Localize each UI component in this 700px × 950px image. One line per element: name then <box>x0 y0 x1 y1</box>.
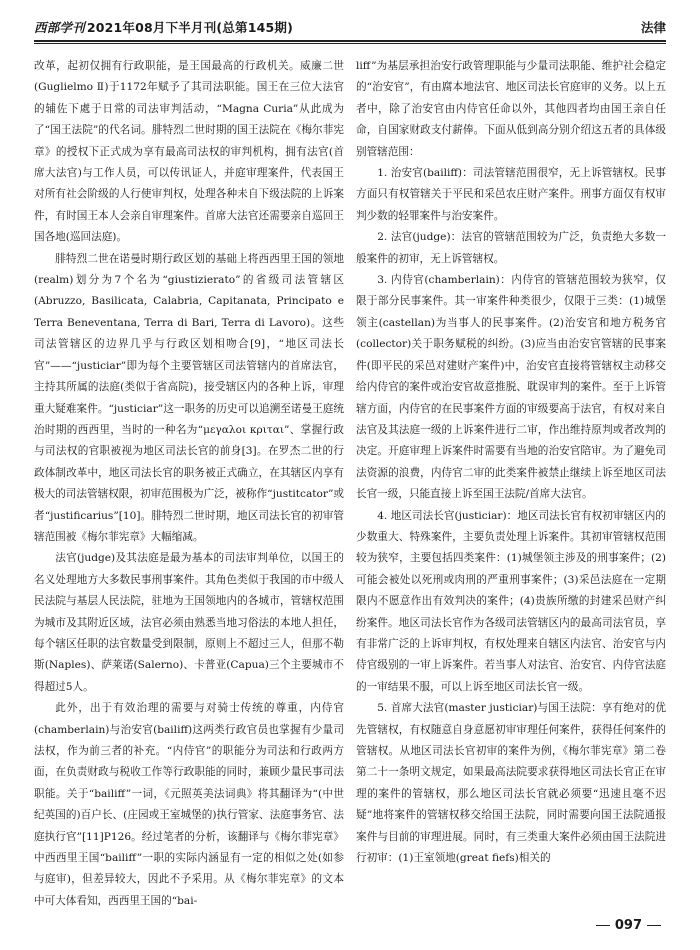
page-number: 097 <box>614 918 642 933</box>
paragraph: 3. 内侍官(chamberlain)：内侍官的管辖范围较为狭窄，仅限于部分民事案件。其一审案件种类很少，仅限于三类：(1)城堡领主(castellan)为当事人的民事案件。(2)治安官和地方税务官(collector)关于职务赋税的纠纷。(3)应当由治安官管辖的民事案件(即平民的采邑对建财产案件)中，治安官直接将管辖权主动移交给内侍官的案件或治安官故意推脱、耽误审判的案件。至于上诉管辖方面，内侍官的在民事案件方面的审级要高于法官，有权对来自法官及其法庭一级的上诉案件进行二审，作出维持原判或者改判的决定。开庭审理上诉案件时需要有当地的治安官陪审。为了避免司法资源的浪费，内侍官二审的此类案件被禁止继续上诉至地区司法长官一级，只能直接上诉至国王法院/首席大法官。 <box>356 274 666 501</box>
paragraph: 法官(judge)及其法庭是最为基本的司法审判单位，以国王的名义处理地方大多数民事刑事案件。其角色类似于我国的市中级人民法院与基层人民法院，驻地为王国领地内的各城市，管辖权范围为城市及其附近区域，法官必须由熟悉当地习俗法的本地人担任，每个辖区任职的法官数量受到限制，原则上不超过三人，但那不勒斯(Naples)、萨莱诺(Salerno)、卡普亚(Capua)三个主要城市不得超过5人。 <box>34 552 344 693</box>
paragraph: 4. 地区司法长官(justiciar)：地区司法长官有权初审辖区内的少数重大、特殊案件，主要负责处理上诉案件。其初审管辖权范围较为狭窄，主要包括四类案件：(1)城堡领主涉及的刑事案件；(2)可能会被处以死刑或肉刑的严重刑事案件；(3)采邑法庭在一定期限内不愿意作出有效判决的案件；(4)贵族所缴的封建采邑财产纠纷案件。地区司法长官作为各级司法管辖区内的最高司法官员，享有非常广泛的上诉审判权，有权处理来自辖区内法官、治安官与内侍官级别的一审上诉案件。若当事人对法官、治安官、内侍官法庭的一审结果不服，可以上诉至地区司法长官一级。 <box>356 509 666 693</box>
paragraph: 此外，出于有效治理的需要与对骑士传统的尊重，内侍官(chamberlain)与治安官(bailiff)这两类行政官员也掌握有少量司法权，作为前三者的补充。“内侍官”的职能分为司法和行政两方面，在负责财政与税收工作等行政职能的同时，兼顾少量民事司法职能。关于“bailiff”一词，《元照英美法词典》将其翻译为“(中世纪英国的)百户长、(庄园或王室城堡的)执行管家、法庭事务官、法庭执行官”[11]P126。经过笔者的分析，该翻译与《梅尔菲宪章》中西西里王国“bailiff”一职的实际内涵显有一定的相似之处(如参与庭审)，但差异较大，因此不予采用。从《梅尔菲宪章》的文本中可大体看知，西西里王国的“bai- <box>34 702 344 906</box>
footer-dash-right <box>647 925 661 926</box>
page-footer <box>591 918 666 933</box>
paragraph: 改革，起初仅拥有行政职能，是王国最高的行政机关。威廉二世(Guglielmo Ⅱ)于1172年赋予了其司法职能。国王在三位大法官的辅佐下處于日常的司法审判活动，“Magna Curia”从此成为了“国王法院”的代名词。腓特烈二世时期的国王法院在《梅尔菲宪章》的授权下正式成为享有最高司法权的审判机构，拥有法官(首席大法官)与工作人员，可以传讯证人，并庭审理案件，代表国王对所有社会阶级的人行使审判权，处理各种未自下级法院的上诉案件，有时国王本人会亲自审理案件。首席大法官还需要亲自巡回王国各地(巡回法庭)。 <box>34 60 344 244</box>
section-name: 法律 <box>640 20 666 35</box>
paragraph: 5. 首席大法官(master justiciar)与国王法院：享有绝对的优先管辖权，有权随意自身意愿初审审理任何案件，获得任何案件的管辖权。从地区司法长官初审的案件为例，《梅尔菲宪章》第二卷第二十一条明文规定，如果最高法院要求获得地区司法长官正在审理的案件的管辖权，那么地区司法长官就必须要“迅速且毫不迟疑”地将案件的管辖权移交给国王法院，同时需要向国王法院通报案件与目前的审理进展。同时，有三类重大案件必须由国王法院进行初审：(1)王室领地(great fiefs)相关的 <box>356 702 666 865</box>
header-rule-thick <box>34 40 666 42</box>
journal-issue-info: 2021年08月下半月刊(总第145期) <box>86 20 294 35</box>
right-column <box>356 56 666 906</box>
running-header <box>34 14 666 42</box>
journal-title <box>34 18 293 36</box>
paragraph: 1. 治安官(bailiff)：司法管辖范围很窄，无上诉管辖权。民事方面只有权管辖关于平民和采邑农庄财产案件。刑事方面仅有权审判少数的轻罪案件与治安案件。 <box>356 167 666 222</box>
paragraph: 腓特烈二世在诺曼时期行政区划的基础上将西西里王国的领地(realm)划分为7个名为“giustizierato”的省级司法管辖区(Abruzzo, Basilicata, Calabria, Capitanata, Principato e Terra Beneventana, Terra di Bari, Terra di Lavoro)。这些司法管辖区的边界几乎与行政区划相吻合[9]，“地区司法长官”——“justiciar”即为每个主要管辖区司法管辖内的首席法官，主持其所属的法庭(类似于省高院)，接受辖区内的各种上诉，审理重大疑难案件。“justiciar”这一职务的历史可以追溯至诺曼王庭统治时期的西西里，当时的一种名为“μεγαλοι κριται”、掌握行政与司法权的官职被视为地区司法长官的前身[3]。在罗杰二世的行政体制改革中，地区司法长官的职务被正式确立，在其辖区内享有极大的司法管辖权限，初审范围极为广泛，被称作“justitcator”或者“justificarius”[10]。腓特烈二世时期，地区司法长官的初审管辖范围被《梅尔菲宪章》大幅缩减。 <box>34 252 344 543</box>
paragraph: liff”为基层承担治安行政管理职能与少量司法职能、维护社会稳定的“治安官”，有由腐本地法官、地区司法长官庭审的义务。以上五者中，除了治安官由内侍官任命以外，其他四者均由国王亲自任命，自国家财政支付薪俸。下面从低到高分别介绍这五者的具体级别管辖范围： <box>356 60 666 158</box>
paragraph: 2. 法官(judge)：法官的管辖范围较为广泛，负责绝大多数一般案件的初审，无上诉管辖权。 <box>356 231 666 265</box>
header-rule-thin <box>34 43 666 44</box>
footer-dash-left <box>596 925 610 926</box>
journal-logo: 西部学刊 <box>34 20 85 35</box>
left-column <box>34 56 344 906</box>
